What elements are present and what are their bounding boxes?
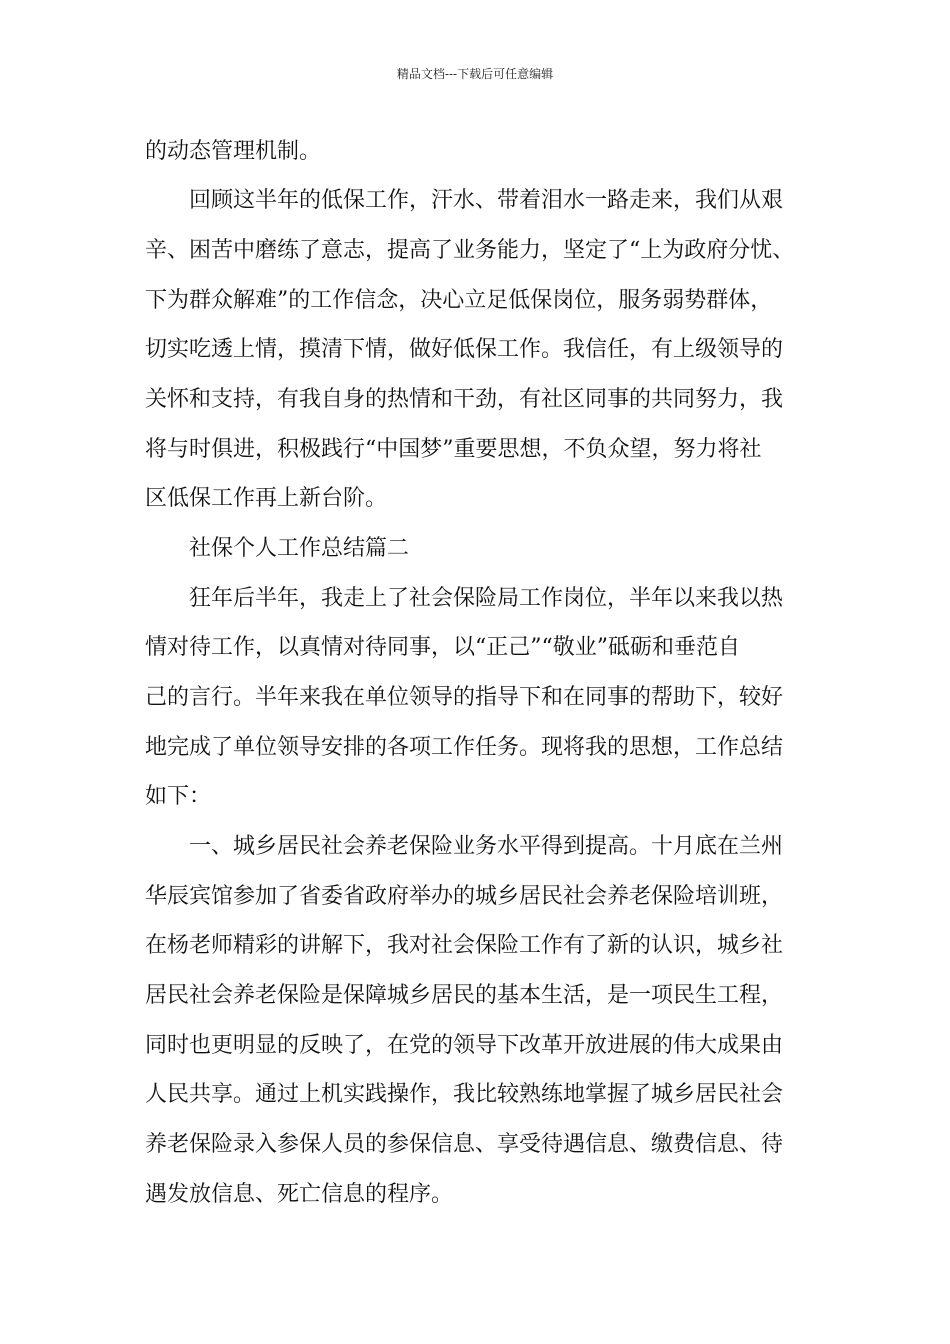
text-line: 辛、困苦中磨练了意志，提高了业务能力，坚定了“上为政府分忧、 (145, 238, 795, 263)
text-line: 养老保险录入参保人员的参保信息、享受待遇信息、缴费信息、待 (145, 1132, 784, 1157)
text-line: 将与时俱进，积极践行“中国梦”重要思想，不负众望，努力将社 (145, 437, 762, 462)
text-line: 的动态管理机制。 (145, 139, 322, 164)
text-line: 如下： (145, 784, 212, 809)
text-line: 居民社会养老保险是保障城乡居民的基本生活，是一项民生工程， (145, 983, 784, 1008)
text-line: 关怀和支持，有我自身的热情和干劲，有社区同事的共同努力，我 (145, 387, 784, 412)
text-line: 区低保工作再上新台阶。 (145, 486, 388, 511)
paragraph-first-line: 回顾这半年的低保工作，汗水、带着泪水一路走来，我们从艰 (189, 188, 784, 213)
paragraph-first-line: 狂年后半年，我走上了社会保险局工作岗位，半年以来我以热 (189, 586, 784, 611)
text-line: 同时也更明显的反映了，在党的领导下改革开放进展的伟大成果由 (145, 1033, 784, 1058)
text-line: 在杨老师精彩的讲解下，我对社会保险工作有了新的认识，城乡社 (145, 933, 784, 958)
section-heading: 社保个人工作总结篇二 (189, 536, 410, 561)
text-line: 己的言行。半年来我在单位领导的指导下和在同事的帮助下，较好 (145, 685, 784, 710)
text-line: 遇发放信息、死亡信息的程序。 (145, 1182, 454, 1207)
text-line: 人民共享。通过上机实践操作，我比较熟练地掌握了城乡居民社会 (145, 1082, 784, 1107)
text-line: 地完成了单位领导安排的各项工作任务。现将我的思想，工作总结 (145, 735, 784, 760)
page-header: 精品文档---下载后可任意编辑 (396, 67, 554, 81)
text-line: 切实吃透上情，摸清下情，做好低保工作。我信任，有上级领导的 (145, 337, 784, 362)
text-line: 华辰宾馆参加了省委省政府举办的城乡居民社会养老保险培训班， (145, 884, 784, 909)
paragraph-first-line: 一、城乡居民社会养老保险业务水平得到提高。十月底在兰州 (189, 834, 784, 859)
text-line: 情对待工作，以真情对待同事，以“正己”“敬业”砥砺和垂范自 (145, 635, 740, 660)
text-line: 下为群众解难”的工作信念，决心立足低保岗位，服务弱势群体， (145, 288, 773, 313)
